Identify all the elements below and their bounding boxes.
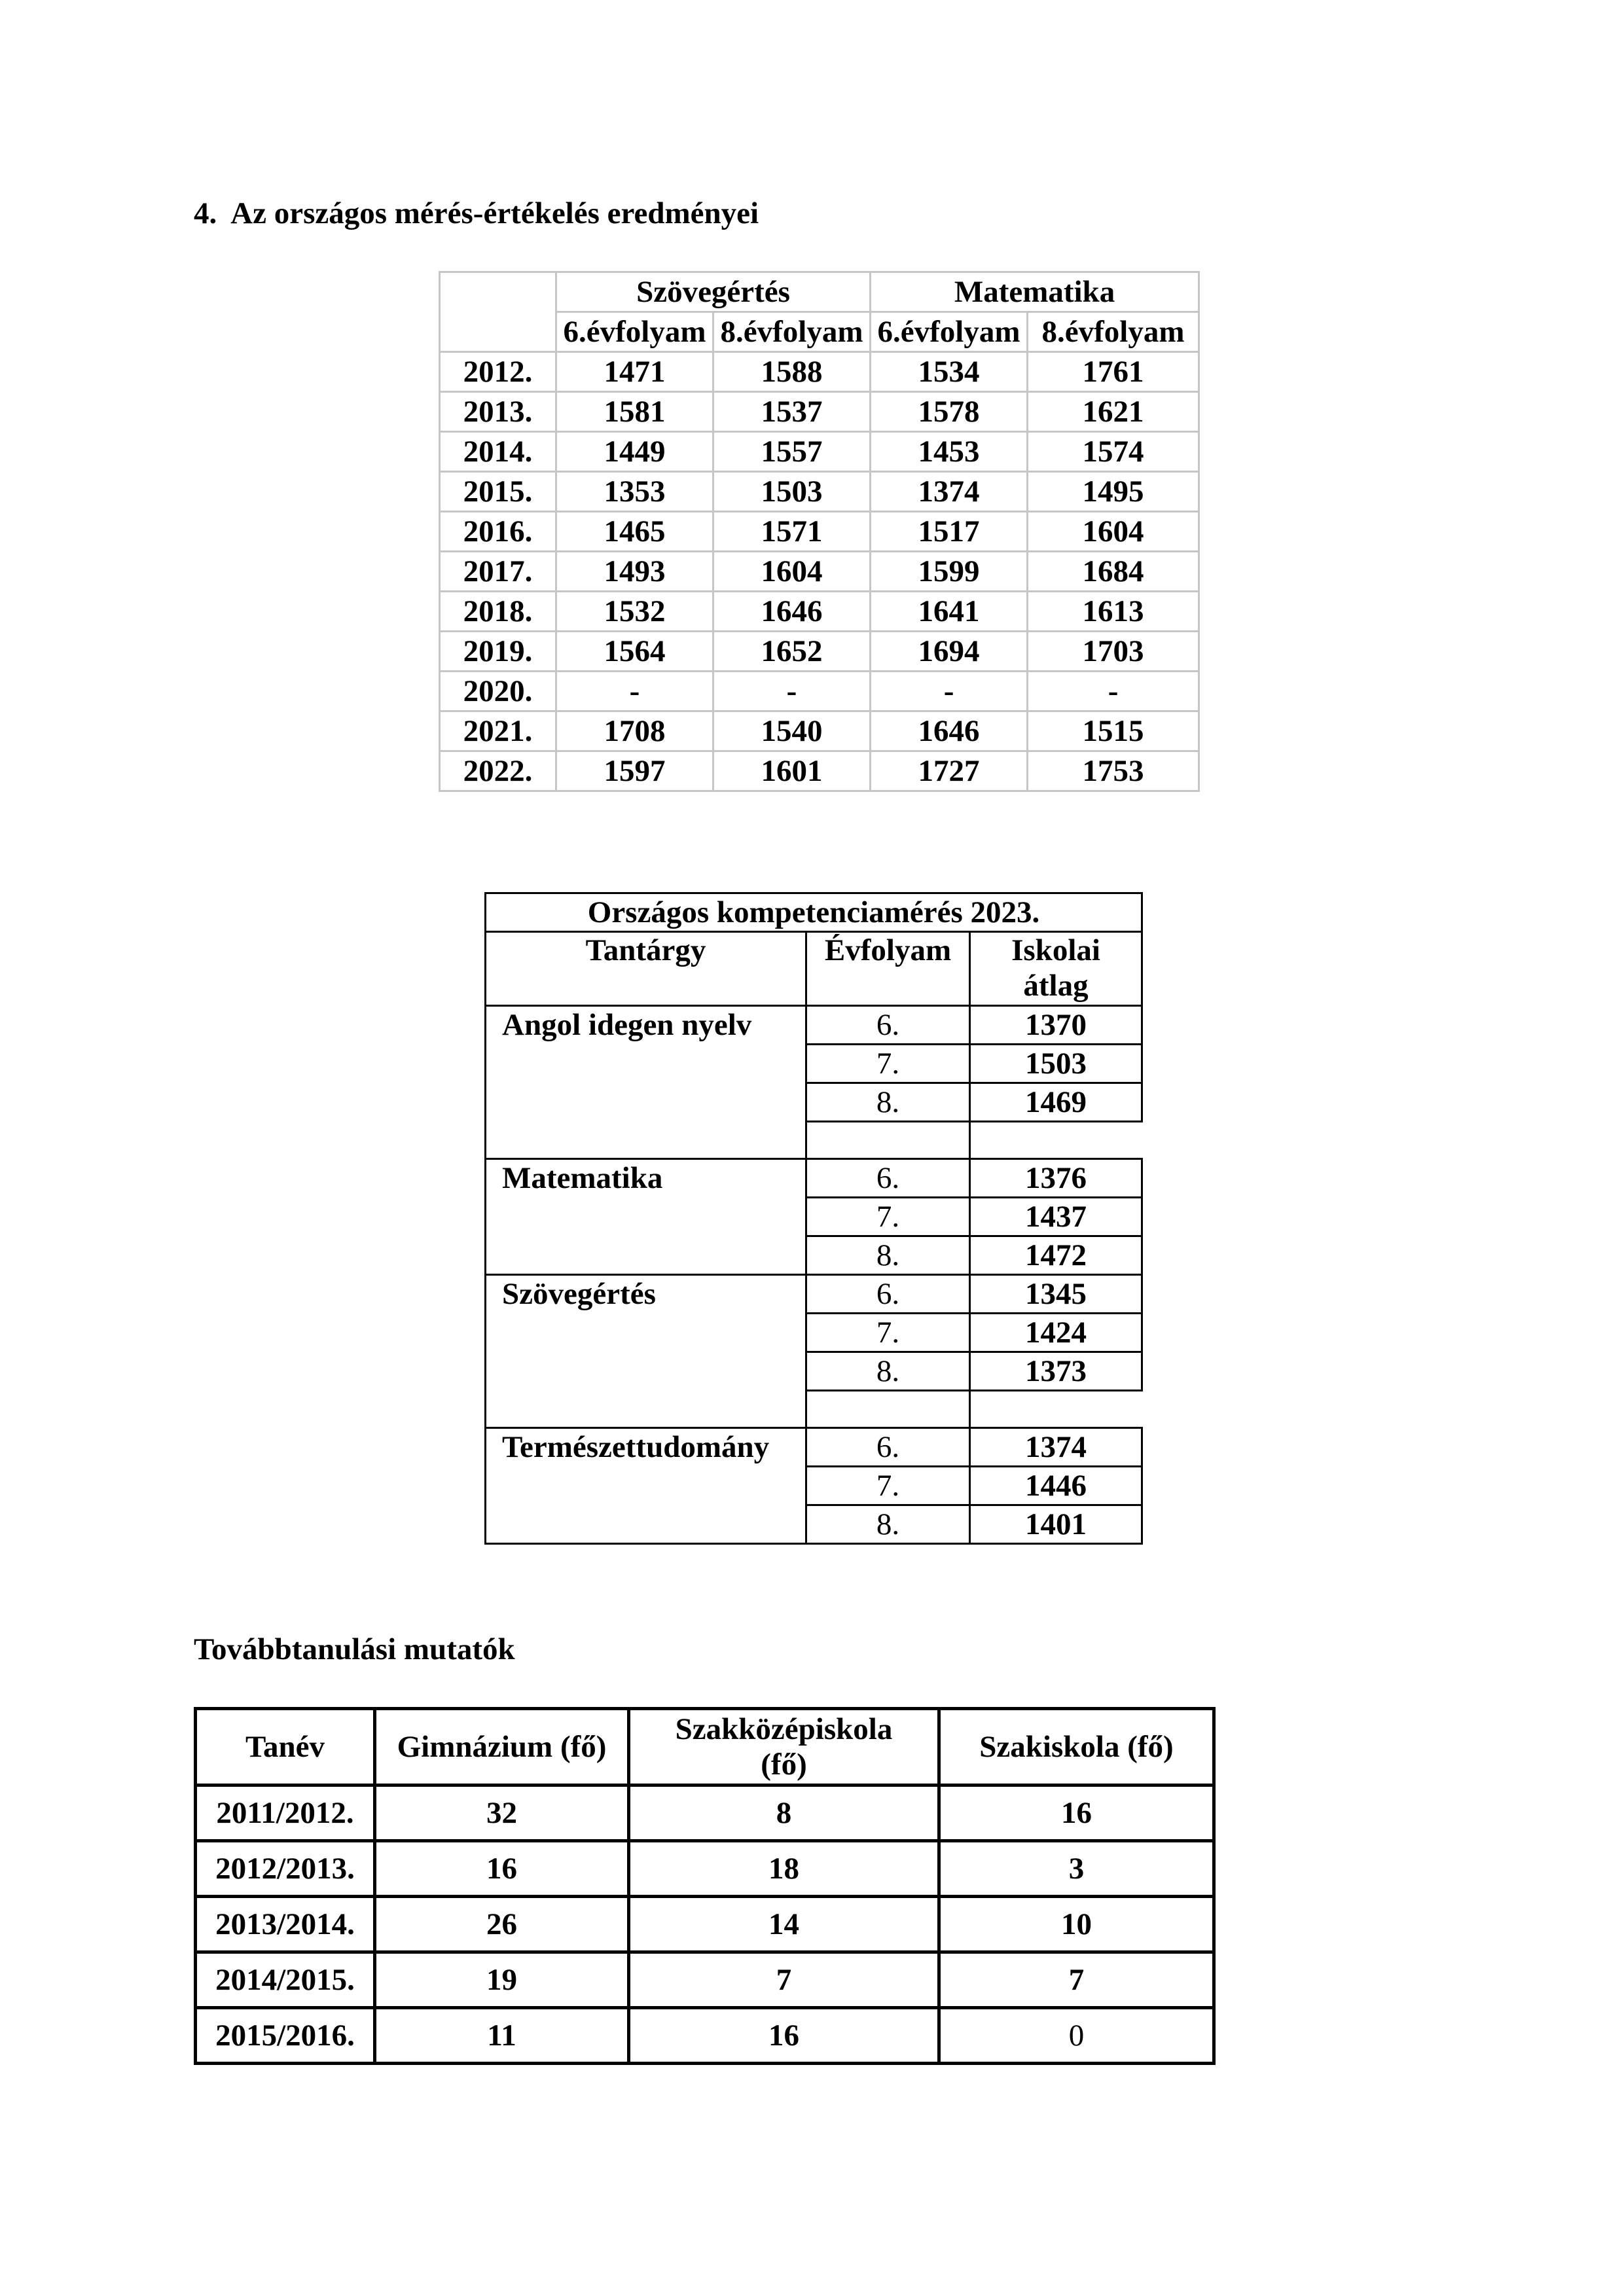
- table-row: [486, 1006, 1142, 1045]
- year-cell: 2012/2013.: [196, 1841, 375, 1897]
- grade-cell: 8.: [806, 1505, 970, 1544]
- value-cell: 19: [375, 1952, 629, 2008]
- value-cell: 1557: [713, 432, 871, 472]
- table-row: [440, 352, 1199, 392]
- value-cell: 1578: [871, 392, 1028, 432]
- table-row: [196, 1897, 1214, 1952]
- average-cell: 1373: [970, 1352, 1142, 1391]
- grade-cell: 8.: [806, 1236, 970, 1275]
- value-cell: 8: [629, 1785, 939, 1841]
- table-header-row: [486, 932, 1142, 1006]
- value-cell: 16: [939, 1785, 1214, 1841]
- value-cell: 1574: [1028, 432, 1199, 472]
- year-cell: 2011/2012.: [196, 1785, 375, 1841]
- table-header-row: [196, 1709, 1214, 1785]
- value-cell: 1449: [556, 432, 713, 472]
- average-cell: 1503: [970, 1045, 1142, 1083]
- average-cell: 1437: [970, 1198, 1142, 1236]
- header-grade: Évfolyam: [806, 932, 970, 1006]
- value-cell: 1641: [871, 592, 1028, 632]
- value-cell: 1581: [556, 392, 713, 432]
- year-cell: 2016.: [440, 512, 556, 552]
- year-cell: 2018.: [440, 592, 556, 632]
- value-cell: 1537: [713, 392, 871, 432]
- table-row: [440, 432, 1199, 472]
- value-cell: 1684: [1028, 552, 1199, 592]
- value-cell: 1353: [556, 472, 713, 512]
- value-cell: 11: [375, 2008, 629, 2064]
- table-row: [196, 1785, 1214, 1841]
- subheader-cell: 6.évfolyam: [871, 312, 1028, 352]
- average-cell: 1345: [970, 1275, 1142, 1314]
- table-row: [440, 711, 1199, 751]
- spacer-cell: [806, 1391, 970, 1428]
- table-row: [486, 1275, 1142, 1314]
- value-cell: -: [713, 672, 871, 711]
- value-cell: 1453: [871, 432, 1028, 472]
- grade-cell: 7.: [806, 1198, 970, 1236]
- table-row: [440, 592, 1199, 632]
- value-cell: 7: [629, 1952, 939, 2008]
- header-vocational-school: Szakiskola (fő): [939, 1709, 1214, 1785]
- value-cell: 1646: [871, 711, 1028, 751]
- subject-cell: Angol idegen nyelv: [486, 1006, 806, 1159]
- header-subject: Tantárgy: [486, 932, 806, 1006]
- year-cell: 2013.: [440, 392, 556, 432]
- average-cell: 1424: [970, 1314, 1142, 1352]
- value-cell: 1495: [1028, 472, 1199, 512]
- value-cell: 1604: [1028, 512, 1199, 552]
- table-title-row: [486, 893, 1142, 932]
- corner-cell: [440, 272, 556, 352]
- table-row: [486, 1159, 1142, 1198]
- value-cell: 1493: [556, 552, 713, 592]
- value-cell: 1571: [713, 512, 871, 552]
- table-row: [440, 512, 1199, 552]
- grade-cell: 8.: [806, 1083, 970, 1122]
- year-cell: 2017.: [440, 552, 556, 592]
- table-row: [440, 392, 1199, 432]
- value-cell: 1515: [1028, 711, 1199, 751]
- table-row: [440, 472, 1199, 512]
- year-cell: 2014.: [440, 432, 556, 472]
- value-cell: 1703: [1028, 632, 1199, 672]
- value-cell: 1613: [1028, 592, 1199, 632]
- value-cell: 1517: [871, 512, 1028, 552]
- section-title: Az országos mérés-értékelés eredményei: [230, 196, 759, 230]
- section-heading-further-education: Továbbtanulási mutatók: [194, 1632, 515, 1666]
- value-cell: -: [556, 672, 713, 711]
- grade-cell: 8.: [806, 1352, 970, 1391]
- value-cell: 18: [629, 1841, 939, 1897]
- value-cell: 16: [629, 2008, 939, 2064]
- subject-cell: Szövegértés: [486, 1275, 806, 1428]
- table-row: [486, 1428, 1142, 1467]
- header-avg-line1: Iskolai: [1011, 933, 1100, 967]
- subheader-cell: 6.évfolyam: [556, 312, 713, 352]
- value-cell: 26: [375, 1897, 629, 1952]
- value-cell: 1652: [713, 632, 871, 672]
- value-cell: 32: [375, 1785, 629, 1841]
- average-cell: 1446: [970, 1467, 1142, 1505]
- value-cell: 1564: [556, 632, 713, 672]
- group-header-math: Matematika: [871, 272, 1199, 312]
- table-row: [196, 1841, 1214, 1897]
- grade-cell: 6.: [806, 1428, 970, 1467]
- table-row: [196, 1952, 1214, 2008]
- table-row: [440, 632, 1199, 672]
- value-cell: 1601: [713, 751, 871, 791]
- year-cell: 2021.: [440, 711, 556, 751]
- spacer-cell: [970, 1122, 1142, 1159]
- header-school-year: Tanév: [196, 1709, 375, 1785]
- header-vocational-line2: (fő): [761, 1748, 807, 1782]
- value-cell: 10: [939, 1897, 1214, 1952]
- group-header-reading: Szövegértés: [556, 272, 871, 312]
- average-cell: 1469: [970, 1083, 1142, 1122]
- value-cell: 1753: [1028, 751, 1199, 791]
- year-cell: 2015/2016.: [196, 2008, 375, 2064]
- spacer-cell: [806, 1122, 970, 1159]
- subheader-cell: 8.évfolyam: [1028, 312, 1199, 352]
- average-cell: 1472: [970, 1236, 1142, 1275]
- section-heading-measurement: [194, 195, 759, 232]
- value-cell: 1621: [1028, 392, 1199, 432]
- value-cell: 14: [629, 1897, 939, 1952]
- value-cell: 1708: [556, 711, 713, 751]
- value-cell: 1588: [713, 352, 871, 392]
- value-cell: 1471: [556, 352, 713, 392]
- value-cell: 1534: [871, 352, 1028, 392]
- value-cell: 1532: [556, 592, 713, 632]
- subject-cell: Matematika: [486, 1159, 806, 1275]
- value-cell: 1761: [1028, 352, 1199, 392]
- value-cell: 0: [939, 2008, 1214, 2064]
- spacer-cell: [970, 1391, 1142, 1428]
- average-cell: 1401: [970, 1505, 1142, 1544]
- value-cell: 3: [939, 1841, 1214, 1897]
- year-cell: 2014/2015.: [196, 1952, 375, 2008]
- table-row: [440, 672, 1199, 711]
- grade-cell: 6.: [806, 1275, 970, 1314]
- value-cell: 16: [375, 1841, 629, 1897]
- year-cell: 2012.: [440, 352, 556, 392]
- year-cell: 2020.: [440, 672, 556, 711]
- value-cell: 1604: [713, 552, 871, 592]
- header-vocational-line1: Szakközépiskola: [675, 1712, 893, 1746]
- average-cell: 1370: [970, 1006, 1142, 1045]
- year-cell: 2022.: [440, 751, 556, 791]
- value-cell: 1646: [713, 592, 871, 632]
- value-cell: 7: [939, 1952, 1214, 2008]
- value-cell: 1540: [713, 711, 871, 751]
- grade-cell: 7.: [806, 1467, 970, 1505]
- table-row: [440, 751, 1199, 791]
- average-cell: 1376: [970, 1159, 1142, 1198]
- header-gymnasium: Gimnázium (fő): [375, 1709, 629, 1785]
- section-number: 4.: [194, 196, 217, 230]
- header-school-average: [970, 932, 1142, 1006]
- grade-cell: 6.: [806, 1159, 970, 1198]
- year-cell: 2015.: [440, 472, 556, 512]
- average-cell: 1374: [970, 1428, 1142, 1467]
- value-cell: 1599: [871, 552, 1028, 592]
- value-cell: 1597: [556, 751, 713, 791]
- table-row: [196, 2008, 1214, 2064]
- header-vocational-secondary: [629, 1709, 939, 1785]
- value-cell: 1503: [713, 472, 871, 512]
- header-avg-line2: átlag: [1023, 969, 1089, 1003]
- year-cell: 2013/2014.: [196, 1897, 375, 1952]
- measurement-results-table: [439, 271, 1200, 792]
- grade-cell: 7.: [806, 1314, 970, 1352]
- value-cell: 1694: [871, 632, 1028, 672]
- table-title: Országos kompetenciamérés 2023.: [486, 893, 1142, 932]
- value-cell: 1465: [556, 512, 713, 552]
- grade-cell: 7.: [806, 1045, 970, 1083]
- value-cell: -: [1028, 672, 1199, 711]
- value-cell: -: [871, 672, 1028, 711]
- year-cell: 2019.: [440, 632, 556, 672]
- further-education-table: [194, 1707, 1216, 2065]
- value-cell: 1374: [871, 472, 1028, 512]
- competence-measurement-table: [484, 892, 1143, 1545]
- grade-cell: 6.: [806, 1006, 970, 1045]
- subject-cell: Természettudomány: [486, 1428, 806, 1544]
- table-row: [440, 552, 1199, 592]
- table-header-row: [440, 272, 1199, 312]
- value-cell: 1727: [871, 751, 1028, 791]
- subheader-cell: 8.évfolyam: [713, 312, 871, 352]
